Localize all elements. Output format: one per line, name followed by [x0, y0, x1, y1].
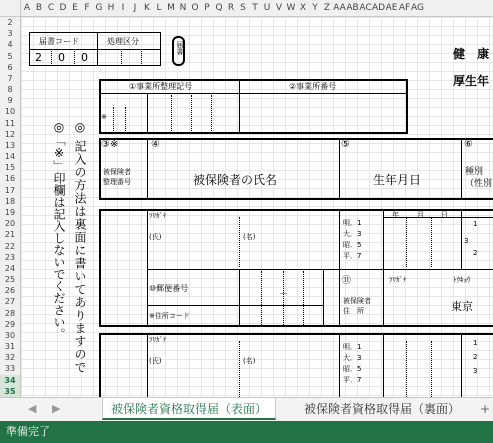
row-header-14[interactable]: 14 [4, 152, 16, 162]
row-header-20[interactable]: 20 [4, 219, 16, 229]
column-header-AA[interactable]: AA [333, 3, 346, 13]
furigana-label-3: ﾌﾘｶﾞﾅ [149, 336, 167, 344]
row-header-21[interactable]: 21 [4, 230, 16, 240]
month-label-1: 月 [417, 211, 424, 219]
day-label-1: 日 [441, 211, 448, 219]
column-header-M[interactable]: M [167, 3, 175, 13]
column-header-AG[interactable]: AG [411, 3, 424, 13]
column-header-Z[interactable]: Z [323, 3, 331, 13]
address-value: 東京 [451, 300, 473, 313]
col6-label: ⑥ [464, 139, 473, 150]
gender-1: 1 [473, 220, 478, 228]
era-list-1: 明．1 大．3 昭．5 平．7 [343, 219, 362, 260]
column-header-Q[interactable]: Q [215, 3, 223, 13]
row-header-3[interactable]: 3 [7, 29, 13, 39]
asterisk-note: ※ [101, 113, 107, 121]
row-header-28[interactable]: 28 [4, 308, 16, 318]
column-header-H[interactable]: H [107, 3, 115, 13]
row-header-27[interactable]: 27 [4, 297, 16, 307]
kubun-code-3: 0 [81, 51, 88, 64]
row-header-33[interactable]: 33 [4, 364, 16, 374]
column-header-AB[interactable]: AB [346, 3, 359, 13]
form-title-2: 厚生年 [453, 74, 490, 88]
col11-label: ⑪ [342, 276, 352, 286]
furigana-label-2: ﾌﾘｶﾞﾅ [389, 276, 407, 284]
row-header-13[interactable]: 13 [4, 140, 16, 150]
row-header-17[interactable]: 17 [4, 185, 16, 195]
kana-tokyo: ﾄｳｷｮｳ [453, 276, 471, 284]
row-header-16[interactable]: 16 [4, 174, 16, 184]
instruction-text: ◎ 記入の方法は裏面に書いてありますので [73, 120, 87, 374]
row-header-31[interactable]: 31 [4, 342, 16, 352]
worksheet-grid[interactable] [21, 17, 493, 397]
hihoken-name-label: 被保険者の氏名 [193, 173, 278, 187]
column-header-U[interactable]: U [263, 3, 271, 13]
row-header-26[interactable]: 26 [4, 286, 16, 296]
gender-3: 3 [464, 237, 469, 245]
postal-dash: － [279, 290, 289, 300]
column-header-T[interactable]: T [252, 3, 258, 13]
shubetsu-label: 種別 （性別 [465, 167, 493, 189]
birth-label: 生年月日 [373, 173, 422, 187]
row-header-6[interactable]: 6 [7, 62, 13, 72]
column-header-O[interactable]: O [191, 3, 199, 13]
shori-label: 処理区分 [107, 37, 139, 46]
status-bar [0, 421, 493, 443]
row-header-25[interactable]: 25 [4, 275, 16, 285]
column-header-W[interactable]: W [286, 3, 296, 13]
row-header-15[interactable]: 15 [4, 163, 16, 173]
column-header-AD[interactable]: AD [372, 3, 386, 13]
row-header-2[interactable]: 2 [7, 18, 13, 27]
column-header-L[interactable]: L [156, 3, 162, 13]
tab-back[interactable]: 被保険者資格取得届（裏面） [304, 402, 461, 416]
postal-label: ⑩郵便番号 [149, 284, 189, 293]
instruction-text-2: ◎「※」印欄は記入しないでください。 [52, 120, 66, 340]
sei-label-2: (氏) [149, 357, 162, 365]
column-header-X[interactable]: X [299, 3, 307, 13]
tab-front[interactable]: 被保険者資格取得届（表面） [102, 398, 276, 420]
todoke-stamp: 届書 [172, 36, 185, 66]
column-header-C[interactable]: C [47, 3, 55, 13]
column-header-S[interactable]: S [240, 3, 246, 13]
row-header-9[interactable]: 9 [7, 96, 13, 106]
column-header-A[interactable]: A [23, 3, 31, 13]
gender-1-b: 1 [473, 339, 478, 347]
kubun-label: 届書コード [39, 37, 79, 46]
row-header-19[interactable]: 19 [4, 208, 16, 217]
column-header-Y[interactable]: Y [312, 3, 318, 13]
add-sheet-button[interactable]: + [480, 402, 491, 416]
column-header-B[interactable]: B [35, 3, 43, 13]
row-header-4[interactable]: 4 [7, 40, 13, 50]
col4-label: ④ [151, 139, 160, 150]
row-header-10[interactable]: 10 [4, 107, 16, 117]
column-header-AC[interactable]: AC [359, 3, 372, 13]
gender-2-b: 2 [473, 353, 478, 361]
col3-label: ③※ [101, 139, 119, 150]
row-header-29[interactable]: 29 [4, 319, 16, 329]
row-header [0, 17, 21, 397]
column-header-N[interactable]: N [179, 3, 187, 13]
column-header-V[interactable]: V [275, 3, 283, 13]
row-header-12[interactable]: 12 [4, 129, 16, 139]
mei-label-1: (名) [243, 233, 256, 241]
column-header-D[interactable]: D [59, 3, 67, 13]
era-list-2: 明．1 大．3 昭．5 平．7 [343, 343, 362, 384]
gender-3-b: 3 [473, 367, 478, 375]
column-header-J[interactable]: J [133, 3, 137, 13]
column-header [0, 0, 493, 17]
year-label-1: 年 [392, 211, 399, 219]
person-block-1 [99, 209, 493, 327]
column-header-G[interactable]: G [95, 3, 103, 13]
sei-label-1: (氏) [149, 233, 162, 241]
mei-label-2: (名) [243, 357, 256, 365]
column-header-R[interactable]: R [227, 3, 235, 13]
row-header-32[interactable]: 32 [4, 353, 16, 363]
kubun-code-1: 2 [35, 51, 42, 64]
row-header-22[interactable]: 22 [4, 241, 16, 251]
address-label: 被保険者 住 所 [343, 297, 371, 315]
column-header-P[interactable]: P [204, 3, 210, 13]
row-header-30[interactable]: 30 [4, 330, 16, 340]
row-header-34[interactable]: 34 [0, 375, 20, 386]
furigana-label-1: ﾌﾘｶﾞﾅ [149, 212, 167, 220]
tab-scroll-left-icon[interactable]: ◀ [28, 402, 37, 415]
row-header-23[interactable]: 23 [4, 252, 16, 262]
row-header-11[interactable]: 11 [4, 118, 16, 128]
jigyosho-bango-label: ②事業所番号 [289, 82, 337, 91]
tab-scroll-right-icon[interactable]: ▶ [52, 402, 61, 415]
col5-label: ⑤ [341, 139, 350, 150]
column-header-AF[interactable]: AF [398, 3, 411, 13]
column-header-I[interactable]: I [121, 3, 125, 13]
form-title-1: 健 康 [453, 47, 493, 61]
jigyosho-seiri-label: ①事業所整理記号 [129, 82, 193, 91]
column-header-K[interactable]: K [144, 3, 150, 13]
jusho-code-label: ※住所コード [149, 312, 190, 320]
status-text: 準備完了 [6, 425, 50, 438]
row-header-35[interactable]: 35 [0, 386, 20, 397]
column-header-AE[interactable]: AE [385, 3, 398, 13]
row-header-7[interactable]: 7 [7, 73, 13, 83]
gender-2: 2 [473, 249, 478, 257]
sheet-tab-bar [0, 397, 493, 422]
row-header-24[interactable]: 24 [4, 263, 16, 273]
hihoken-seiri-label: 被保険者 整理番号 [103, 168, 131, 186]
kubun-code-2: 0 [58, 51, 65, 64]
column-header-F[interactable]: F [84, 3, 90, 13]
row-header-5[interactable]: 5 [7, 51, 13, 61]
row-header-18[interactable]: 18 [4, 196, 16, 206]
select-all-corner[interactable] [0, 0, 21, 16]
row-header-8[interactable]: 8 [7, 85, 13, 95]
column-header-E[interactable]: E [72, 3, 78, 13]
